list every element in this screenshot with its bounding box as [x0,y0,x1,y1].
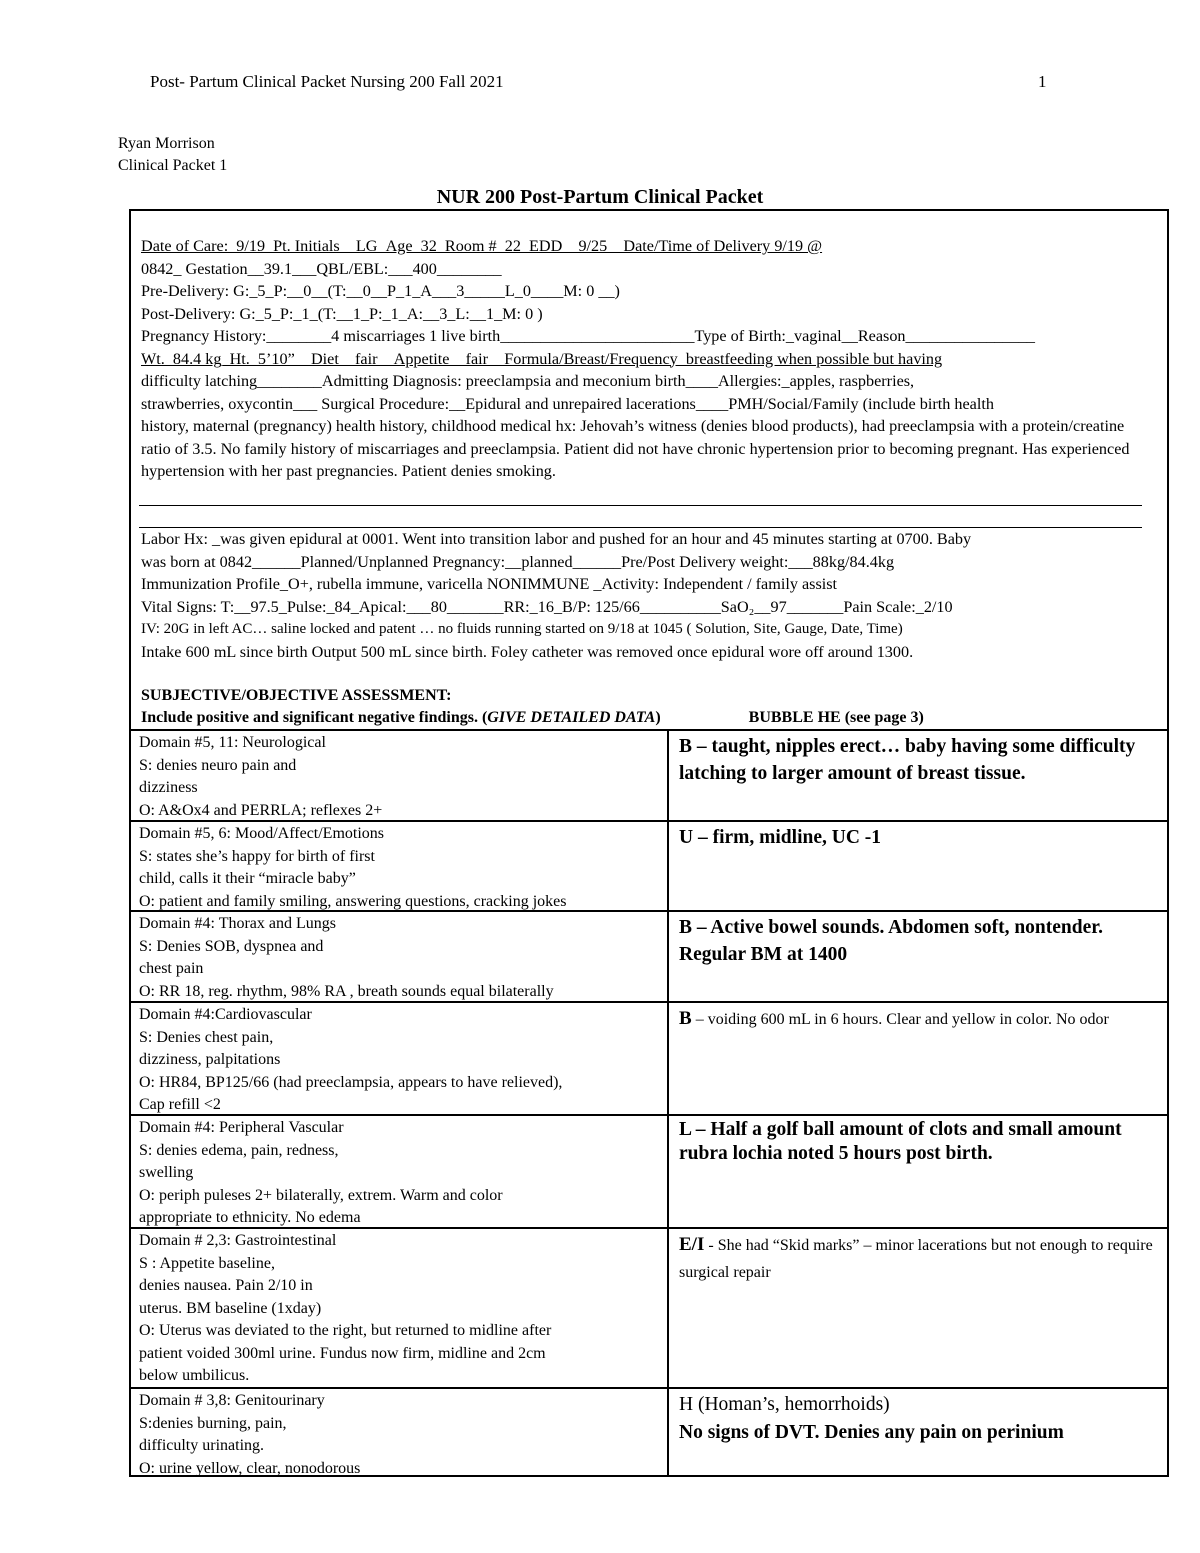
bubble-cell: B – taught, nipples erect… baby having some difficulty latching to larger amount of breast tissue. [679,736,1136,784]
assessment-instruction: Include positive and significant negative findings. (GIVE DETAILED DATA) BUBBLE HE (see page 3) [141,709,924,726]
assessment-table [131,729,1167,1476]
labor-info [141,528,1153,663]
bubble-cell: B – Active bowel sounds. Abdomen soft, nontender. Regular BM at 1400 [679,917,1104,965]
pmh-text: history, maternal (pregnancy) health history, childhood medical hx: Jehovah’s witness (denies blood products), had preeclampsia with a protein/creatine ratio of 3.5. No family history of miscarriages and preeclampsia. Patient did not have chronic hypertension prior to becoming pregnant. Has experienced hypertension with her past pregnancies. Patient denies smoking. [141,417,1130,480]
domain-cell: Domain #4: Thorax and Lungs S: Denies SOB, dyspnea and chest pain O: RR 18, reg. rhythm, 98% RA , breath sounds equal bilaterally [131,912,669,1001]
info-line: strawberries, oxycontin___ Surgical Procedure:__Epidural and unrepaired lacerations____PMH/Social/Family (include birth health [141,394,994,413]
domain-cell: Domain #5, 11: Neurological S: denies neuro pain and dizziness O: A&Ox4 and PERRLA; reflexes 2+ [131,731,669,820]
labor-line: Vital Signs: T:__97.5_Pulse:_84_Apical:___80_______RR:_16_B/P: 125/66__________SaO₂__97_______Pain Scale:_2/10 [141,597,953,616]
author-block [118,133,227,177]
bubble-he-label: BUBBLE HE (see page 3) [748,709,924,726]
domain-cell: Domain #4:Cardiovascular S: Denies chest pain, dizziness, palpitations O: HR84, BP125/66 (had preeclampsia, appears to have relieved), Cap refill <2 [131,1003,669,1114]
table-row [131,731,1167,822]
bubble-cell: H (Homan’s, hemorrhoids) No signs of DVT. Denies any pain on perinium [679,1394,1064,1443]
bubble-cell: U – firm, midline, UC -1 [679,827,882,848]
running-header: Post- Partum Clinical Packet Nursing 200 Fall 2021 [150,72,504,91]
table-row [131,1116,1167,1229]
info-line: Date of Care:_9/19_Pt. Initials__LG_Age_32_Room #_22_EDD__9/25__Date/Time of Delivery 9/19 @ [141,237,823,255]
bubble-cell: B – voiding 600 mL in 6 hours. Clear and yellow in color. No odor [679,1008,1109,1029]
info-line: Wt._84.4 kg_Ht._5’10”__Diet__fair__Appetite__fair__Formula/Breast/Frequency_breastfeeding when possible but having [141,349,943,368]
info-line: 0842_ Gestation__39.1___QBL/EBL:___400________ [141,259,502,278]
info-line: Pre-Delivery: G:_5_P:__0__(T:__0__P_1_A___3_____L_0____M: 0 __) [141,282,620,300]
packet-form [129,209,1169,1477]
bubble-cell: L – Half a golf ball amount of clots and small amount rubra lochia noted 5 hours post birth. [679,1119,1122,1164]
table-row [131,822,1167,912]
labor-line: Intake 600 mL since birth Output 500 mL since birth. Foley catheter was removed once epidural wore off around 1300. [141,642,914,661]
labor-line: Labor Hx: _was given epidural at 0001. Went into transition labor and pushed for an hour and 45 minutes starting at 0700. Baby [141,530,972,548]
table-row [131,912,1167,1003]
domain-cell: Domain # 3,8: Genitourinary S:denies burning, pain, difficulty urinating. O: urine yellow, clear, nonodorous [131,1389,669,1476]
packet-label: Clinical Packet 1 [118,157,228,174]
table-row [131,1389,1167,1476]
info-line: Post-Delivery: G:_5_P:_1_(T:__1_P:_1_A:__3_L:__1_M: 0 ) [141,304,543,323]
page-number: 1 [1038,72,1047,91]
patient-info [141,235,1153,483]
bubble-cell: E/I - She had “Skid marks” – minor lacerations but not enough to require surgical repair [679,1234,1153,1281]
labor-line: Immunization Profile_O+, rubella immune, varicella NONIMMUNE _Activity: Independent / family assist [141,575,838,593]
domain-cell: Domain #5, 6: Mood/Affect/Emotions S: states she’s happy for birth of first child, calls it their “miracle baby” O: patient and family smiling, answering questions, cracking jokes [131,822,669,910]
domain-cell: Domain #4: Peripheral Vascular S: denies edema, pain, redness, swelling O: periph puleses 2+ bilaterally, extrem. Warm and color appropriate to ethnicity. No edema [131,1116,669,1227]
blank-rule [139,505,1142,506]
assessment-heading [141,685,924,729]
labor-line: was born at 0842______Planned/Unplanned Pregnancy:__planned______Pre/Post Delivery weight:___88kg/84.4kg [141,552,895,571]
table-row [131,1003,1167,1116]
table-row [131,1229,1167,1389]
author-name: Ryan Morrison [118,135,215,152]
assessment-title: SUBJECTIVE/OBJECTIVE ASSESSMENT: [141,687,452,704]
info-line: Pregnancy History:________4 miscarriages 1 live birth________________________Type of Birth:_vaginal__Reason________________ [141,327,1036,345]
document-title: NUR 200 Post-Partum Clinical Packet [436,186,764,208]
info-line: difficulty latching________Admitting Diagnosis: preeclampsia and meconium birth____Allergies:_apples, raspberries, [141,372,915,390]
labor-line: IV: 20G in left AC… saline locked and patent … no fluids running started on 9/18 at 1045 ( Solution, Site, Gauge, Date, Time) [141,621,903,637]
domain-cell: Domain # 2,3: Gastrointestinal S : Appetite baseline, denies nausea. Pain 2/10 in uterus. BM baseline (1xday) O: Uterus was deviated to the right, but returned to midline after patient voided 300ml urine. Fundus now firm, midline and 2cm below umbilicus. [131,1229,669,1387]
